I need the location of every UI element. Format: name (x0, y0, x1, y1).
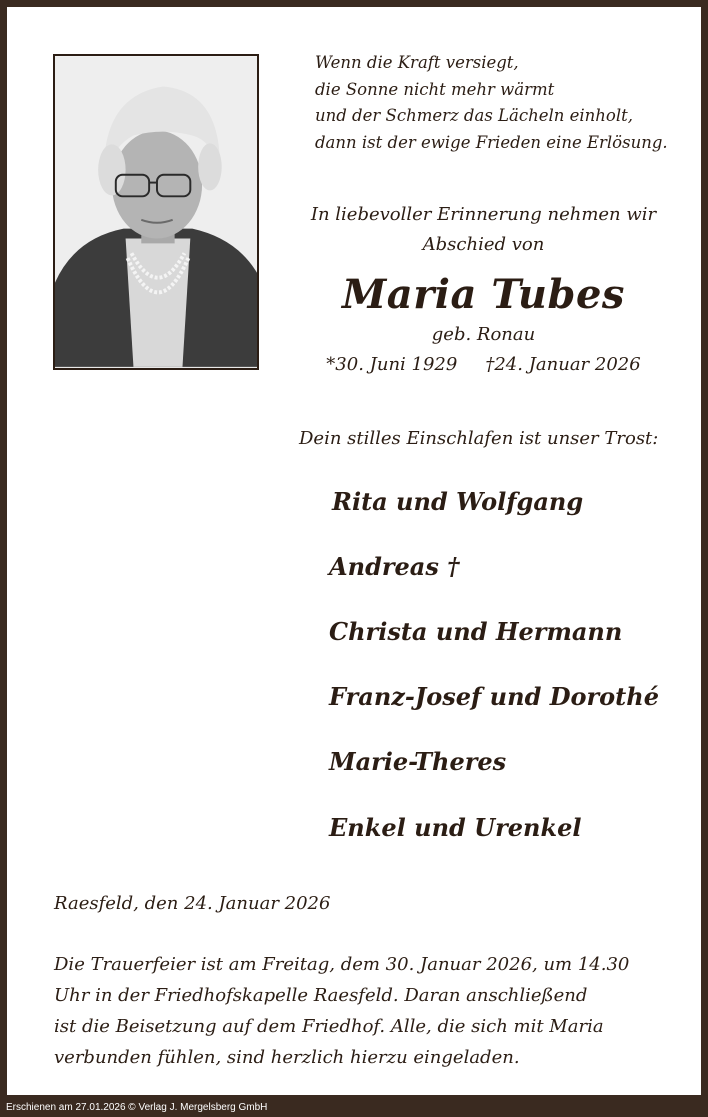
portrait-illustration (55, 56, 257, 368)
mourner-name: Franz-Josef und Dorothé (329, 682, 659, 711)
place-and-date: Raesfeld, den 24. Januar 2026 (54, 893, 331, 914)
life-dates (287, 351, 680, 379)
mourner-name: Enkel und Urenkel (329, 813, 582, 842)
service-line: Die Trauerfeier ist am Freitag, dem 30. Januar 2026, um 14.30 (54, 954, 630, 975)
portrait-photo (53, 54, 259, 370)
service-line: ist die Beisetzung auf dem Friedhof. Alle, die sich mit Maria (54, 1016, 604, 1037)
poem-line: Wenn die Kraft versiegt, (315, 53, 519, 72)
mourner-name: Marie-Theres (329, 747, 507, 776)
service-details (54, 949, 674, 1073)
birth-date: *30. Juni 1929 (326, 354, 458, 375)
mourner-name: Andreas † (329, 552, 460, 581)
intro-line-2: Abschied von (422, 234, 545, 255)
maiden-name: geb. Ronau (431, 324, 536, 345)
poem-line: die Sonne nicht mehr wärmt (315, 79, 555, 99)
deceased-name: Maria Tubes (342, 271, 625, 318)
death-date: †24. Januar 2026 (485, 354, 641, 375)
trost-line: Dein stilles Einschlafen ist unser Trost: (299, 428, 659, 449)
publication-footer: Erschienen am 27.01.2026 © Verlag J. Mergelsberg GmbH (6, 1102, 268, 1113)
service-line: verbunden fühlen, sind herzlich hierzu eingeladen. (54, 1047, 520, 1068)
obituary-card (7, 7, 701, 1095)
poem-line: und der Schmerz das Lächeln einholt, (315, 106, 633, 125)
mourner-name: Rita und Wolfgang (332, 487, 584, 516)
service-line: Uhr in der Friedhofskapelle Raesfeld. Daran anschließend (54, 985, 588, 1006)
intro-line-1: In liebevoller Erinnerung nehmen wir (310, 204, 657, 225)
poem (315, 50, 685, 156)
mourner-name: Christa und Hermann (329, 617, 623, 646)
poem-line: dann ist der ewige Frieden eine Erlösung. (315, 132, 668, 152)
